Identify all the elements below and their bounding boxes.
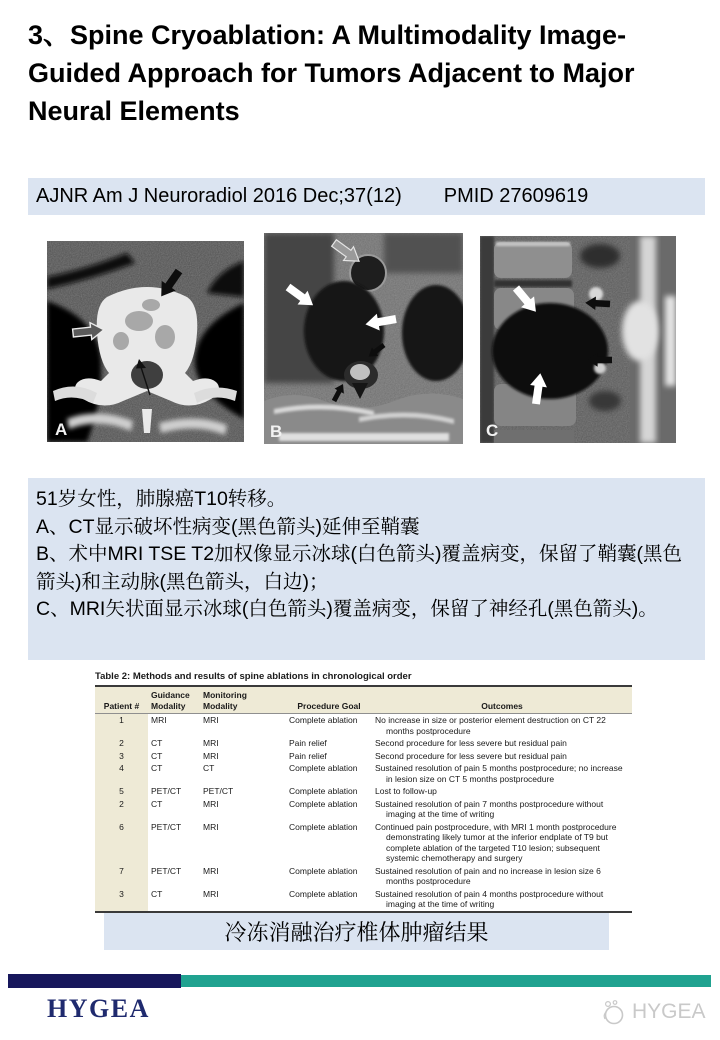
table-cell: Sustained resolution of pain 4 months postprocedure without imaging at the time of writing [375,888,604,909]
table-row [95,865,632,888]
table-cell: MRI [203,798,219,809]
citation-pmid: PMID 27609619 [443,185,589,207]
panel-label-a: A [55,420,68,439]
table-title: Table 2: Methods and results of spine ablations in chronological order [95,671,632,687]
table-cell: Sustained resolution of pain 7 months postprocedure without imaging at the time of writing [375,798,604,819]
table-cell: PET/CT [151,821,182,832]
table-cell: MRI [203,715,219,725]
description-line: B、术中MRI TSE T2加权像显示冰球(白色箭头)覆盖病变，保留了鞘囊(黑色箭头)和主动脉(黑色箭头，白边)； [36,543,683,593]
table-cell: PET/CT [151,865,182,876]
footer-navy-bar [8,974,181,988]
table-header-row [95,687,632,714]
table-cell: CT [151,798,163,809]
figure-panel-c [480,236,676,443]
description-line: 51岁女性，肺腺癌T10转移。 [36,488,287,510]
page-title [28,16,700,130]
table-cell: PET/CT [203,786,234,796]
table-cell: 6 [95,821,148,865]
table-cell: Complete ablation [289,865,358,876]
results-table-figure [95,671,632,913]
table-cell: MRI [203,738,219,748]
figure-panel-b [264,233,463,444]
table-cell: Second procedure for less severe but residual pain [375,738,567,748]
table-row [95,785,632,798]
table-cell: CT [151,738,163,748]
title-line-2: Guided Approach for Tumors Adjacent to Major [28,58,635,88]
table-cell: 4 [95,762,148,785]
ice-ball-shape [492,303,608,399]
description-line: C、MRI矢状面显示冰球(白色箭头)覆盖病变，保留了神经孔(黑色箭头)。 [36,598,658,620]
table-cell: Complete ablation [289,798,358,809]
table-cell: CT [203,763,215,773]
col-guidance: Guidance Modality [148,687,200,714]
watermark-text: HYGEA [632,1000,706,1023]
table-row [95,762,632,785]
case-description [28,478,705,660]
citation-journal: AJNR Am J Neuroradiol 2016 Dec;37(12) [36,185,402,207]
table-cell: Continued pain postprocedure, with MRI 1 month postprocedure demonstrating likely tumor at the inferior endplate of T9 but complete ablation of the targeted T10 lesion; subsequent systemic chemotherapy and surgery [375,821,617,863]
panel-label-c: C [486,421,499,440]
table-cell: MRI [203,888,219,899]
table-cell: Sustained resolution of pain and no increase in lesion size 6 months postprocedure [375,865,601,886]
col-patient: Patient # [95,687,148,714]
table-cell: No increase in size or posterior element destruction on CT 22 months postprocedure [375,715,606,736]
citation-bar [28,178,705,215]
title-line-3: Neural Elements [28,96,240,126]
table-cell: MRI [151,715,167,725]
mri-sagittal-image [480,236,676,443]
table-cell: Pain relief [289,750,327,761]
col-procedure-goal: Procedure Goal [286,687,372,714]
table-cell: 2 [95,798,148,821]
table-row [95,888,632,912]
footer-teal-bar [181,975,711,987]
panel-label-b: B [270,422,283,441]
table-row [95,821,632,865]
table-cell: Pain relief [289,738,327,748]
table-cell: 3 [95,888,148,912]
table-cell: Complete ablation [289,715,358,725]
table-cell: CT [151,763,163,773]
col-monitoring: Monitoring Modality [200,687,286,714]
table-cell: Complete ablation [289,786,358,796]
table-cell: 1 [95,714,148,738]
table-cell: Complete ablation [289,821,358,832]
ct-axial-image [47,241,244,442]
hygea-watermark-logo-icon [601,998,627,1026]
figure-panel-a [47,241,244,442]
table-cell: PET/CT [151,786,182,796]
table-cell: Sustained resolution of pain 5 months postprocedure; no increase in lesion size on CT 5 months postprocedure [375,763,623,784]
table-cell: 3 [95,750,148,763]
col-outcomes: Outcomes [372,687,632,714]
table-cell: MRI [203,750,219,761]
results-table [95,687,632,913]
table-cell: CT [151,888,163,899]
brand-logo-text: HYGEA [47,994,150,1023]
title-line-1: 3、Spine Cryoablation: A Multimodality Image- [28,20,627,50]
table-cell: Complete ablation [289,763,358,773]
table-cell: Lost to follow-up [375,786,437,796]
table-row [95,750,632,763]
table-cell: MRI [203,865,219,876]
description-line: A、CT显示破坏性病变(黑色箭头)延伸至鞘囊 [36,515,420,538]
mri-axial-image [264,233,463,444]
table-row [95,714,632,738]
results-table-body [95,714,632,912]
watermark [601,998,706,1026]
table-cell: 2 [95,737,148,750]
table-cell: Second procedure for less severe but residual pain [375,750,567,761]
table-cell: 5 [95,785,148,798]
table-cell: CT [151,750,163,761]
caption-bar [104,913,609,950]
table-row [95,737,632,750]
table-row [95,798,632,821]
table-cell: MRI [203,821,219,832]
table-cell: Complete ablation [289,888,358,899]
caption-text: 冷冻消融治疗椎体肿瘤结果 [224,920,489,945]
table-cell: 7 [95,865,148,888]
